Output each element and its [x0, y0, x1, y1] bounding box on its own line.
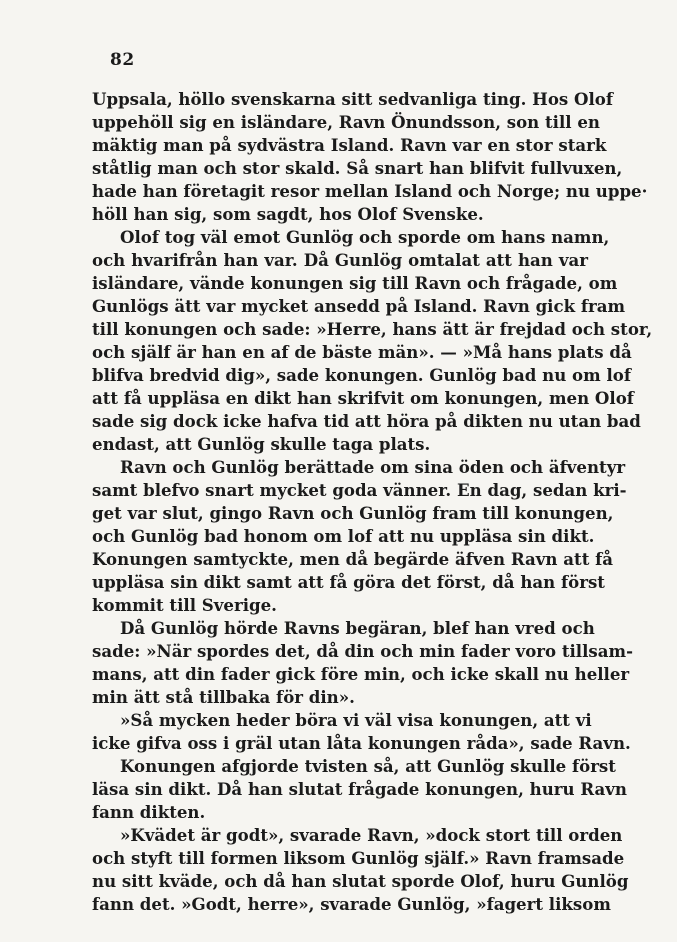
- text-line: kommit till Sverige.: [92, 595, 277, 615]
- text-line: läsa sin dikt. Då han slutat frågade konungen, huru Ravn: [92, 779, 627, 799]
- text-line: endast, att Gunlög skulle taga plats.: [92, 434, 431, 454]
- text-line: »Kvädet är godt», svarade Ravn, »dock stort till orden: [120, 825, 623, 845]
- text-line: sade: »När spordes det, då din och min fader voro tillsam-: [92, 641, 633, 661]
- text-line: höll han sig, som sagdt, hos Olof Svenske.: [92, 204, 484, 224]
- text-line: fann dikten.: [92, 802, 206, 822]
- page-number: 82: [110, 50, 135, 70]
- text-line: fann det. »Godt, herre», svarade Gunlög, »fagert liksom: [92, 894, 611, 914]
- text-line: Då Gunlög hörde Ravns begäran, blef han vred och: [120, 618, 595, 638]
- text-line: hade han företagit resor mellan Island och Norge; nu uppe·: [92, 181, 648, 201]
- text-line: uppläsa sin dikt samt att få göra det först, då han först: [92, 572, 605, 592]
- text-line: Uppsala, höllo svenskarna sitt sedvanliga ting. Hos Olof: [92, 89, 613, 109]
- text-line: och själf är han en af de bäste män». — »Må hans plats då: [92, 342, 632, 362]
- text-line: till konungen och sade: »Herre, hans ätt är frejdad och stor,: [92, 319, 653, 339]
- text-line: Ravn och Gunlög berättade om sina öden och äfventyr: [120, 457, 626, 477]
- text-line: get var slut, gingo Ravn och Gunlög fram till konungen,: [92, 503, 614, 523]
- text-line: mäktig man på sydvästra Island. Ravn var en stor stark: [92, 135, 607, 155]
- text-line: och Gunlög bad honom om lof att nu uppläsa sin dikt.: [92, 526, 595, 546]
- text-line: Gunlögs ätt var mycket ansedd på Island. Ravn gick fram: [92, 296, 626, 316]
- text-line: »Så mycken heder böra vi väl visa konungen, att vi: [120, 710, 592, 730]
- text-line: ståtlig man och stor skald. Så snart han blifvit fullvuxen,: [92, 158, 623, 178]
- text-line: mans, att din fader gick före min, och icke skall nu heller: [92, 664, 630, 684]
- text-line: Olof tog väl emot Gunlög och sporde om hans namn,: [120, 227, 610, 247]
- text-line: icke gifva oss i gräl utan låta konungen råda», sade Ravn.: [92, 733, 631, 753]
- text-line: och styft till formen liksom Gunlög själf.» Ravn framsade: [92, 848, 625, 868]
- text-line: nu sitt kväde, och då han slutat sporde Olof, huru Gunlög: [92, 871, 629, 891]
- text-line: och hvarifrån han var. Då Gunlög omtalat att han var: [92, 250, 588, 270]
- text-line: min ätt stå tillbaka för din».: [92, 687, 355, 707]
- text-line: Konungen samtyckte, men då begärde äfven Ravn att få: [92, 549, 614, 569]
- text-line: isländare, vände konungen sig till Ravn och frågade, om: [92, 273, 618, 293]
- text-line: uppehöll sig en isländare, Ravn Önundsson, son till en: [92, 112, 600, 132]
- text-line: blifva bredvid dig», sade konungen. Gunlög bad nu om lof: [92, 365, 631, 385]
- text-line: att få uppläsa en dikt han skrifvit om konungen, men Olof: [92, 388, 634, 408]
- text-line: sade sig dock icke hafva tid att höra på dikten nu utan bad: [92, 411, 641, 431]
- text-line: samt blefvo snart mycket goda vänner. En dag, sedan kri-: [92, 480, 627, 500]
- text-line: Konungen afgjorde tvisten så, att Gunlög skulle först: [120, 756, 616, 776]
- body-text: [92, 88, 653, 916]
